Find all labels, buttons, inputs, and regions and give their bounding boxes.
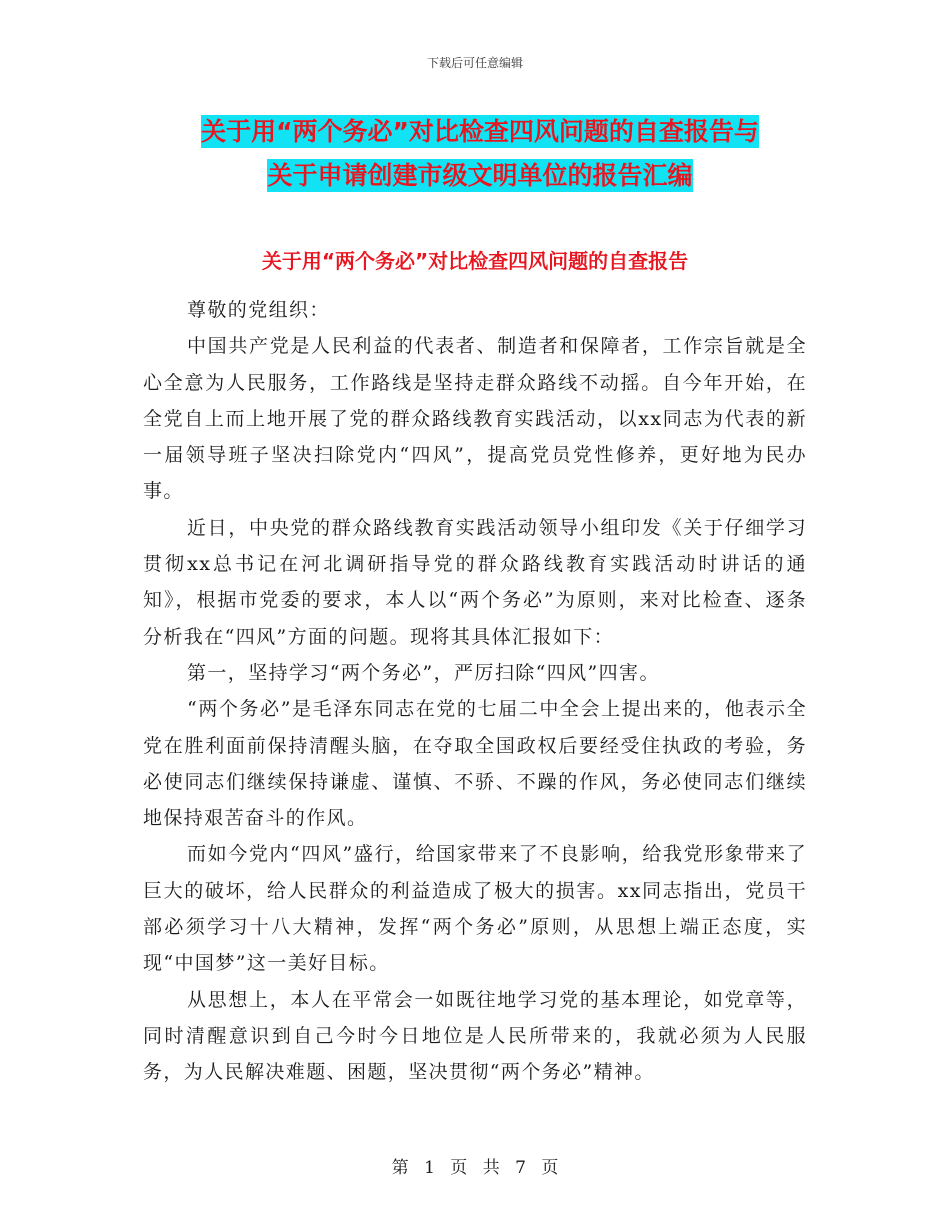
header-note: 下载后可任意编辑: [426, 56, 523, 70]
document-body: [143, 292, 807, 1091]
paragraph: 中国共产党是人民利益的代表者、制造者和保障者，工作宗旨就是全心全意为人民服务，工作路线是坚持走群众路线不动摇。自今年开始，在全党自上而上地开展了党的群众路线教育实践活动，以xx同志为代表的新一届领导班子坚决扫除党内“四风”，提高党员党性修养，更好地为民办事。: [143, 335, 807, 503]
paragraph: “两个务必”是毛泽东同志在党的七届二中全会上提出来的，他表示全党在胜利面前保持清醒头脑，在夺取全国政权后要经受住执政的考验，务必使同志们继续保持谦虚、谨慎、不骄、不躁的作风，务必使同志们继续地保持艰苦奋斗的作风。: [143, 698, 807, 830]
paragraph: 近日，中央党的群众路线教育实践活动领导小组印发《关于仔细学习贯彻xx总书记在河北调研指导党的群众路线教育实践活动时讲话的通知》，根据市党委的要求，本人以“两个务必”为原则，来对比检查、逐条分析我在“四风”方面的问题。现将其具体汇报如下：: [143, 516, 807, 648]
paragraph: 而如今党内“四风”盛行，给国家带来了不良影响，给我党形象带来了巨大的破坏，给人民群众的利益造成了极大的损害。xx同志指出，党员干部必须学习十八大精神，发挥“两个务必”原则，从思想上端正态度，实现“中国梦”这一美好目标。: [143, 843, 807, 975]
paragraph: 从思想上，本人在平常会一如既往地学习党的基本理论，如党章等，同时清醒意识到自己今时今日地位是人民所带来的，我就必须为人民服务，为人民解决难题、困题，坚决贯彻“两个务必”精神。: [143, 988, 807, 1084]
paragraph: 第一，坚持学习“两个务必”，严厉扫除“四风”四害。: [187, 661, 660, 684]
title-line-2: 关于申请创建市级文明单位的报告汇编: [267, 161, 693, 190]
title-line-1: 关于用“两个务必”对比检查四风问题的自查报告与: [201, 117, 759, 146]
salutation: 尊敬的党组织：: [187, 299, 330, 321]
section-title: 关于用“两个务必”对比检查四风问题的自查报告: [261, 249, 689, 273]
page-number: 第 1 页 共 7 页: [391, 1158, 559, 1178]
document-title: [140, 110, 820, 198]
